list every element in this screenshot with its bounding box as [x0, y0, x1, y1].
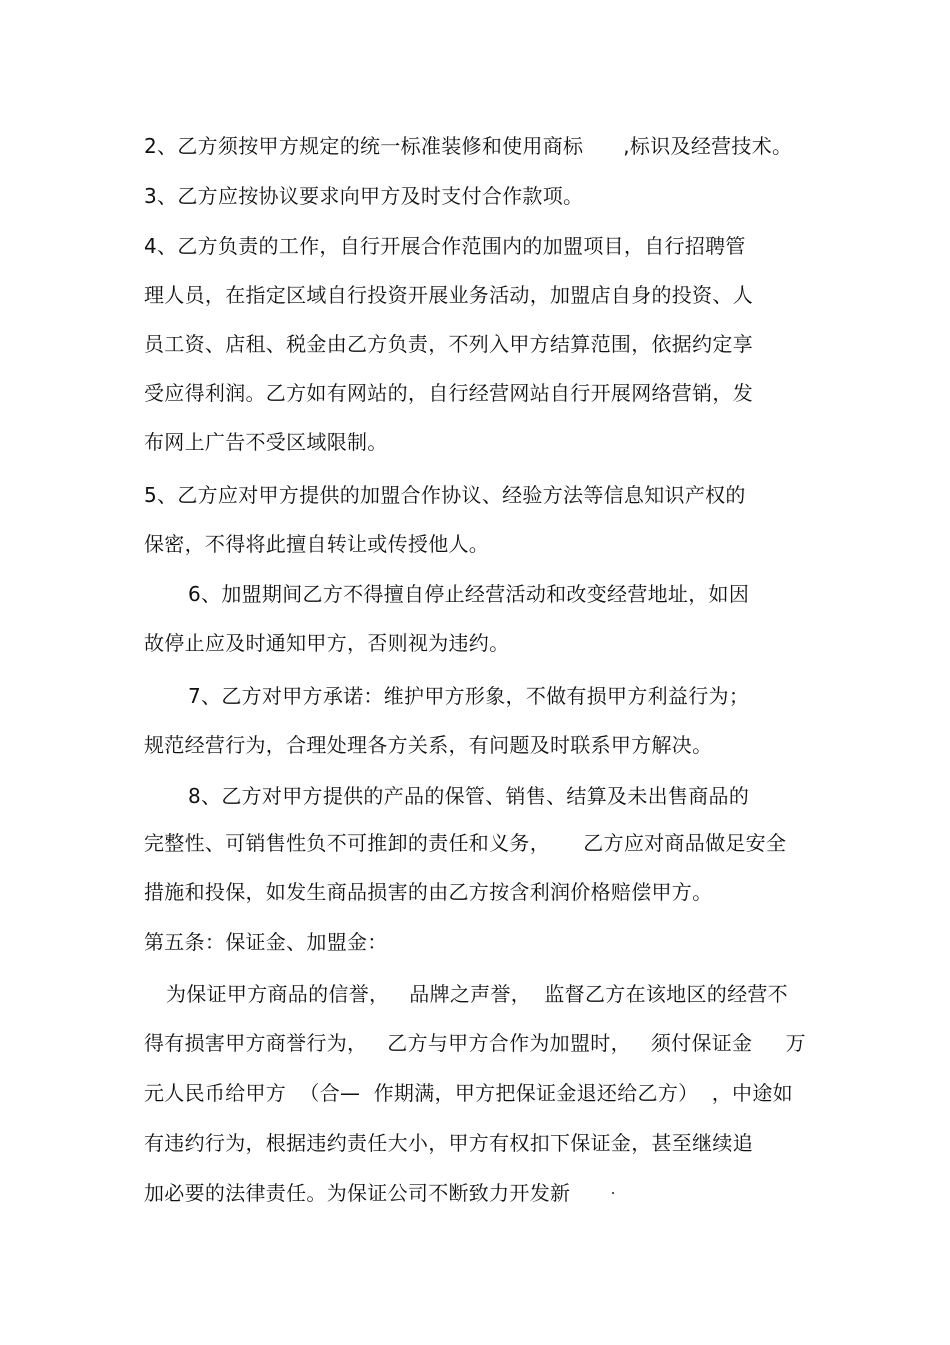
stray-mark — [612, 1192, 614, 1194]
text-line: 5、乙方应对甲方提供的加盟合作协议、经验方法等信息知识产权的 — [144, 483, 746, 507]
text-line: 员工资、店租、税金由乙方负责，不列入甲方结算范围，依据约定享 — [144, 332, 753, 356]
text-line: 加必要的法律责任。为保证公司不断致力开发新 — [144, 1181, 571, 1205]
text-line: 为保证甲方商品的信誉， 品牌之声誉， 监督乙方在该地区的经营不 — [166, 982, 788, 1006]
text-line: 得有损害甲方商誉行为， 乙方与甲方合作为加盟时， 须付保证金 万 — [144, 1031, 806, 1055]
text-line: 元人民币给甲方 （合— 作期满，甲方把保证金退还给乙方） ，中途如 — [144, 1081, 793, 1105]
text-line: 8、乙方对甲方提供的产品的保管、销售、结算及未出售商品的 — [188, 784, 750, 808]
text-line: 保密，不得将此擅自转让或传授他人。 — [144, 532, 490, 556]
text-line: 措施和投保，如发生商品损害的由乙方按含利润价格赔偿甲方。 — [144, 880, 713, 904]
text-line: 理人员，在指定区域自行投资开展业务活动，加盟店自身的投资、人 — [144, 283, 753, 307]
text-line: 受应得利润。乙方如有网站的，自行经营网站自行开展网络营销，发 — [144, 381, 753, 405]
text-line: 3、乙方应按协议要求向甲方及时支付合作款项。 — [144, 184, 584, 208]
text-line: 2、乙方须按甲方规定的统一标准装修和使用商标 ,标识及经营技术。 — [144, 134, 793, 158]
text-line: 6、加盟期间乙方不得擅自停止经营活动和改变经营地址，如因 — [188, 582, 750, 606]
text-line: 有违约行为，根据违约责任大小，甲方有权扣下保证金，甚至继续追 — [144, 1131, 753, 1155]
text-line: 故停止应及时通知甲方，否则视为违约。 — [144, 631, 510, 655]
text-line: 规范经营行为，合理处理各方关系，有问题及时联系甲方解决。 — [144, 733, 713, 757]
text-line: 7、乙方对甲方承诺：维护甲方形象，不做有损甲方利益行为； — [188, 684, 750, 708]
text-line: 完整性、可销售性负不可推卸的责任和义务， 乙方应对商品做足安全 — [144, 831, 787, 855]
text-line: 布网上广告不受区域限制。 — [144, 430, 388, 454]
section-heading: 第五条：保证金、加盟金： — [144, 930, 388, 954]
text-line: 4、乙方负责的工作，自行开展合作范围内的加盟项目，自行招聘管 — [144, 234, 746, 258]
